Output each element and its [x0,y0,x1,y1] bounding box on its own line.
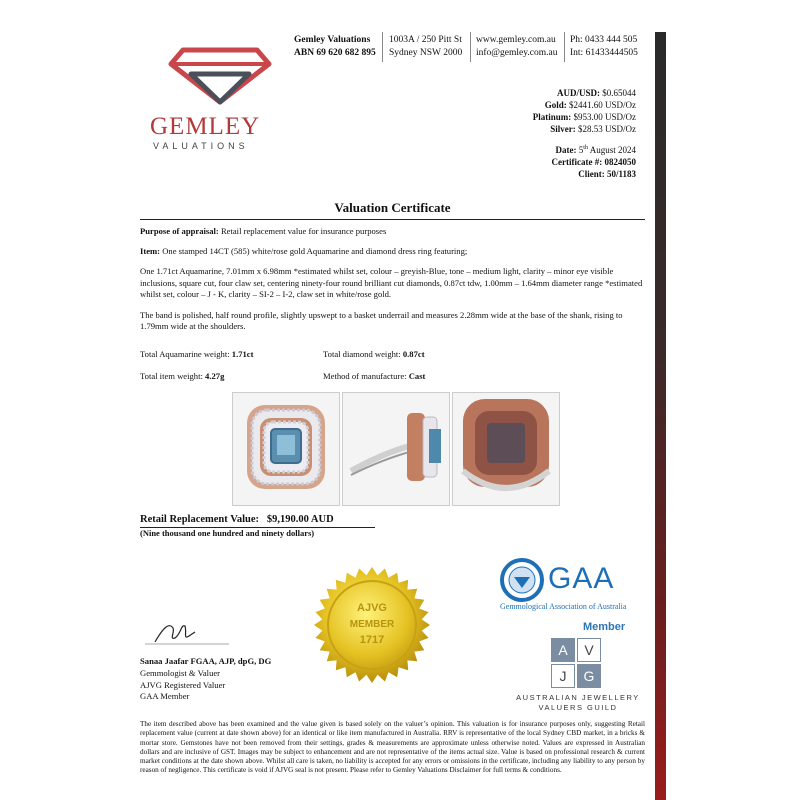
aquamarine-weight-value: 1.71ct [231,349,254,359]
replacement-value [140,514,334,525]
purpose-label: Purpose of appraisal: [140,226,219,236]
ajvg-letter-v: V [577,638,601,662]
signatory-name: Sanaa Jaafar FGAA, AJP, dpG, DG [140,656,272,666]
signatory-role-2: AJVG Registered Valuer [140,679,226,690]
manufacture-method-label: Method of manufacture: [323,371,407,381]
ring-back-image [453,393,559,505]
signatory-block [140,656,271,703]
gold-value: $2441.60 USD/Oz [569,100,636,110]
platinum-value: $953.00 USD/Oz [573,112,636,122]
purpose-value: Retail replacement value for insurance purposes [220,226,387,236]
manufacture-method [323,371,425,383]
gaa-logo [500,558,544,607]
gem-icon [165,42,275,108]
ajvg-letter-g: G [577,664,601,688]
gaa-full-name: Gemmological Association of Australia [500,602,627,611]
diamond-weight-value: 0.87ct [402,349,425,359]
header-divider [382,32,383,62]
company-address [389,34,462,60]
disclaimer-text: The item described above has been examined and the value given is based solely on the valuer’s opinion. This valuation is for insurance purposes only, suggesting Retail replacement value (current at date shown above) for an identical or like item manufactured in Australia. RRV is representative of the local Sydney CBD market, in a bricks & mortar store. Gemstones have not been removed from their settings, grades & measurements are approximate unless otherwise noted. Values are expressed in Australian dollars and are inclusive of GST. Images may be subject to enhancement and are not representative of the items actual size. Value is based on professional research & current market conditions at the date shown above. Whilst all care is taken, no liability is accepted for any errors or omissions in the certificate, including any liability to any person by reason of negligence. This certificate is void if AJVG seal is not present. Please refer to Gemley Valuations Disclaimer for full terms & conditions. [140,720,645,775]
date-suffix: th [583,145,588,151]
item-value: One stamped 14CT (585) white/rose gold Aquamarine and diamond dress ring featuring; [162,245,468,256]
ring-photo-back [452,392,560,506]
ajvg-seal [312,565,432,685]
client-label: Client: [578,169,605,179]
company-name: Gemley Valuations [294,35,371,45]
title-block [140,200,645,220]
band-description: The band is polished, half round profile, slightly upswept to a basket underrail and measures 2.28mm wide at the base of the shank, rising to 1.79mm wide at the shoulders. [140,309,623,331]
value-in-words: (Nine thousand one hundred and ninety dollars) [140,528,315,538]
brand-tagline: VALUATIONS [153,141,249,151]
decorative-side-bar [655,32,666,800]
platinum-label: Platinum: [532,112,572,122]
aud-value: $0.65044 [602,88,636,98]
company-info [294,34,376,60]
stone-description: One 1.71ct Aquamarine, 7.01mm x 6.98mm *estimated whilst set, colour – greyish-Blue, tone – medium light, clarity – minor eye visible inclusions, square cut, four claw set, centering ninety-four round brilliant cut diamonds, 0.87ct tdw, 1.00mm – 1.64mm diameter range *estimated whilst set, colour – J - K, clarity – SI-2 – I-2, claw set in white/rose gold. [140,266,643,299]
aquamarine-weight [140,349,253,361]
company-web [476,34,557,60]
signature [145,618,235,648]
item-label: Item: [140,245,161,256]
certificate-label: Certificate #: [551,157,603,167]
intl-number: Int: 61433444505 [570,48,638,58]
date-rest: August 2024 [589,145,636,155]
signature-icon [145,618,235,648]
silver-label: Silver: [550,124,576,134]
seal-line-2: MEMBER [349,619,395,630]
ring-side-image [343,393,449,505]
metal-rates [436,87,636,135]
date-label: Date: [555,145,577,155]
ring-photo-side [342,392,450,506]
diamond-weight [323,349,425,361]
seal-line-3: 1717 [359,634,385,646]
ring-front-image [233,393,339,505]
header-divider [470,32,471,62]
value-amount: $9,190.00 AUD [266,514,334,525]
value-label: Retail Replacement Value: [140,514,259,525]
certificate-body [140,226,645,333]
ajvg-letter-j: J [551,664,575,688]
header-divider [564,32,565,62]
address-line-1: 1003A / 250 Pitt St [389,35,462,45]
signatory-role-1: Gemmologist & Valuer [140,667,221,678]
certificate-title: Valuation Certificate [334,200,451,215]
manufacture-method-value: Cast [408,371,426,381]
gold-seal-icon [312,565,432,685]
address-line-2: Sydney NSW 2000 [389,48,463,58]
silver-value: $28.53 USD/Oz [578,124,636,134]
brand-name: GEMLEY [150,113,261,140]
title-rule [140,219,645,220]
phone-number: Ph: 0433 444 505 [570,35,638,45]
aquamarine-weight-label: Total Aquamarine weight: [140,349,230,359]
client-number: 50/1183 [606,169,636,179]
ring-photo-front [232,392,340,506]
signatory-role-3: GAA Member [140,691,190,702]
gaa-abbr: GAA [548,562,615,595]
date-day: 5 [578,145,584,155]
email-link[interactable]: info@gemley.com.au [476,48,558,58]
item-weight-label: Total item weight: [140,371,203,381]
ajvg-letter-a: A [551,638,575,662]
item-weight-value: 4.27g [205,371,225,381]
gold-label: Gold: [544,100,567,110]
item-weight [140,371,224,383]
ajvg-name-line-2: VALUERS GUILD [538,703,618,712]
company-abn: ABN 69 620 682 895 [294,48,376,58]
ajvg-name-line-1: AUSTRALIAN JEWELLERY [516,693,640,702]
ajvg-member-label: Member [583,621,626,633]
ajvg-logo [551,638,601,688]
company-phone [570,34,638,60]
seal-line-1: AJVG [357,602,387,614]
diamond-weight-label: Total diamond weight: [323,349,401,359]
website-link[interactable]: www.gemley.com.au [476,35,556,45]
gaa-emblem-icon [500,558,544,602]
ajvg-name [508,693,648,713]
certificate-number: 0824050 [604,157,636,167]
aud-label: AUD/USD: [556,88,600,98]
certificate-meta [436,142,636,180]
